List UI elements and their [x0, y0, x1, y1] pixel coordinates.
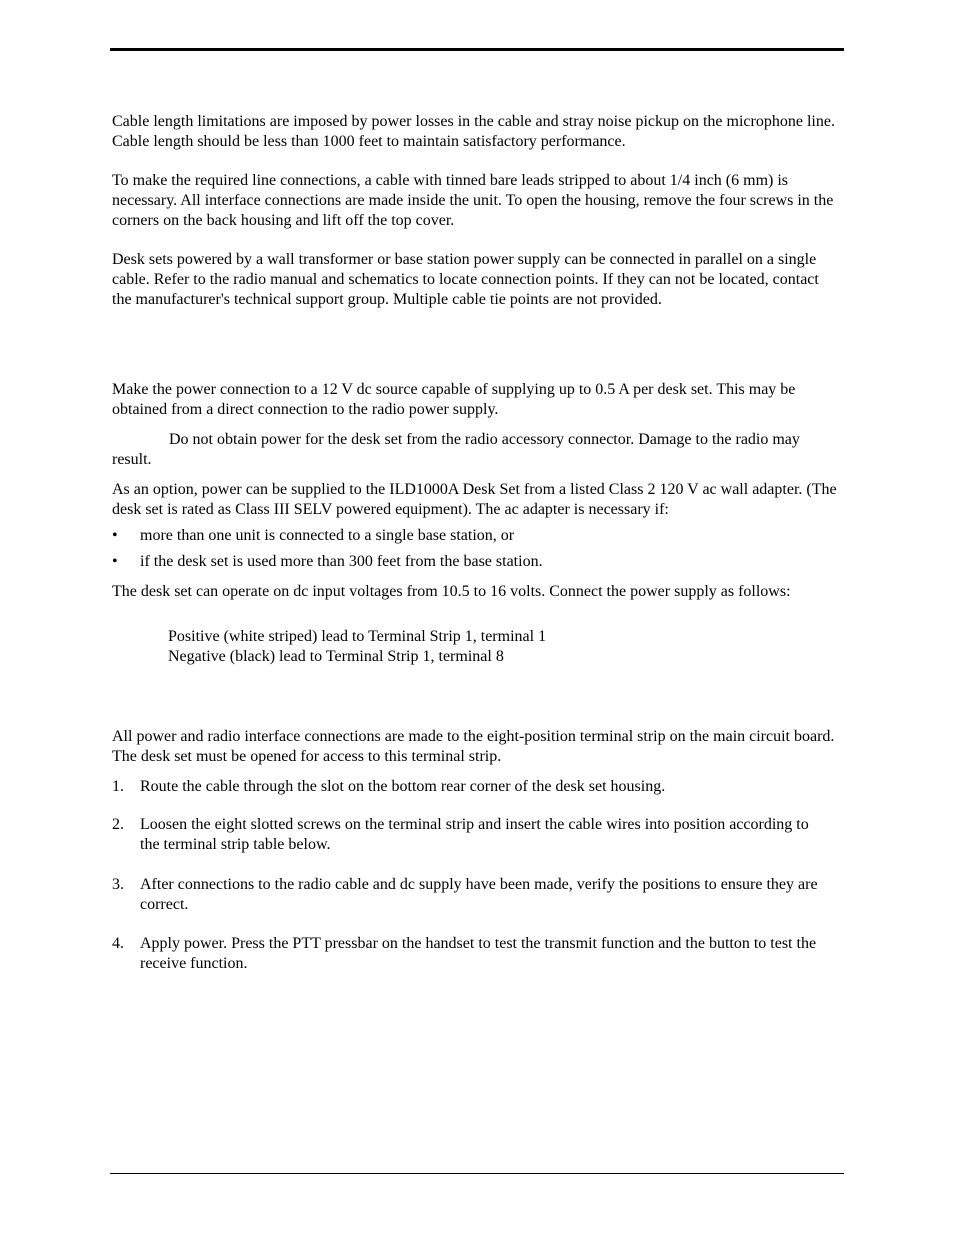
bullet-icon: • — [112, 527, 118, 544]
line-connections-paragraph: To make the required line connections, a cable with tinned bare leads stripped to about 1/4 inch (6 mm) is necessary. All interface connections are made inside the unit. To open the housing, remove the four screws in the corners on the back housing and lift off the top cover. — [112, 172, 834, 229]
power-connection-paragraph: Make the power connection to a 12 V dc source capable of supplying up to 0.5 A per desk set. This may be obtained from a direct connection to the radio power supply. — [112, 381, 796, 418]
ac-adapter-paragraph: As an option, power can be supplied to the ILD1000A Desk Set from a listed Class 2 120 V ac wall adapter. (The desk set is rated as Class III SELV powered equipment). The ac adapter is necessary if: — [112, 481, 837, 518]
footer-rule — [110, 1173, 844, 1174]
bullet-text: if the desk set is used more than 300 feet from the base station. — [140, 553, 543, 570]
step-number: 1. — [112, 778, 124, 795]
step-number: 2. — [112, 816, 124, 833]
step-text: Loosen the eight slotted screws on the terminal strip and insert the cable wires into position according to the terminal strip table below. — [140, 816, 809, 853]
terminal-strip-paragraph: All power and radio interface connections are made to the eight-position terminal strip on the main circuit board. The desk set must be opened for access to this terminal strip. — [112, 728, 835, 765]
step-number: 3. — [112, 876, 124, 893]
bullet-icon: • — [112, 553, 118, 570]
caution-paragraph: Do not obtain power for the desk set from the radio accessory connector. Damage to the radio may result. — [112, 431, 800, 468]
header-rule — [110, 48, 844, 51]
step-text: Apply power. Press the PTT pressbar on the handset to test the transmit function and the button to test the receive function. — [140, 935, 817, 972]
parallel-desk-sets-paragraph: Desk sets powered by a wall transformer or base station power supply can be connected in parallel on a single cable. Refer to the radio manual and schematics to locate connection points. If they can not be located, contact the manufacturer's technical support group. Multiple cable tie points are not provided. — [112, 251, 819, 308]
step-text: Route the cable through the slot on the bottom rear corner of the desk set housing. — [140, 778, 666, 795]
positive-lead-line: Positive (white striped) lead to Terminal Strip 1, terminal 1 — [168, 628, 547, 645]
step-text: After connections to the radio cable and dc supply have been made, verify the positions to ensure they are correct. — [140, 876, 818, 913]
step-number: 4. — [112, 935, 124, 952]
bullet-text: more than one unit is connected to a single base station, or — [140, 527, 515, 544]
cable-length-paragraph: Cable length limitations are imposed by power losses in the cable and stray noise pickup on the microphone line. Cable length should be less than 1000 feet to maintain satisfactory performance. — [112, 113, 835, 150]
negative-lead-line: Negative (black) lead to Terminal Strip 1, terminal 8 — [168, 648, 504, 665]
dc-input-paragraph: The desk set can operate on dc input voltages from 10.5 to 16 volts. Connect the power supply as follows: — [112, 583, 791, 600]
